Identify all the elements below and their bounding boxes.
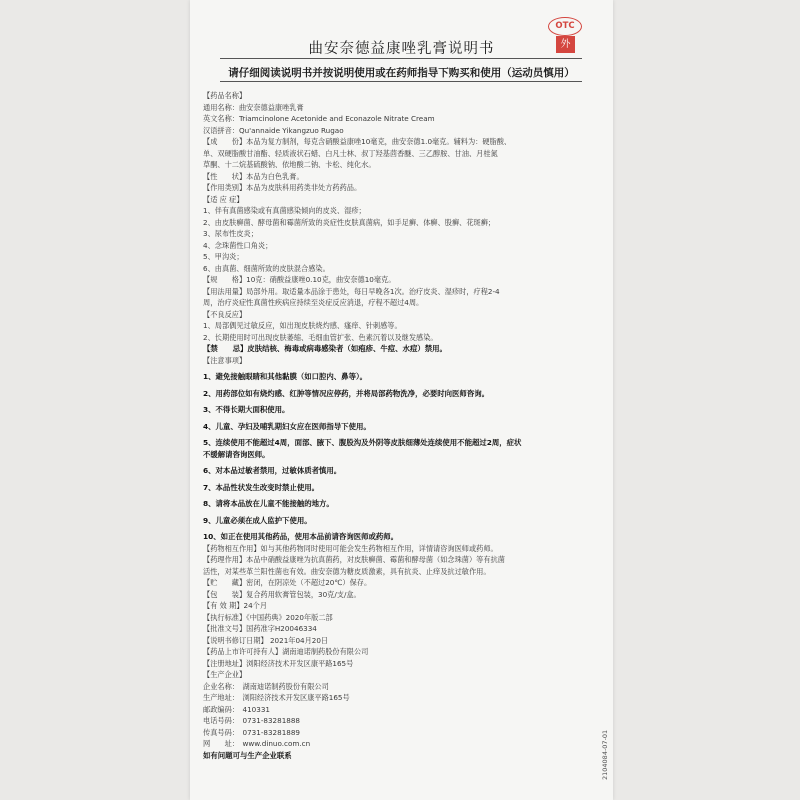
text-line: 【用法用量】局部外用。取适量本品涂于患处，每日早晚各1次。治疗皮炎、湿疹时，疗程2-4 [203, 286, 500, 296]
text-line: 通用名称：曲安奈德益康唑乳膏 [203, 102, 304, 112]
text-line: 6、对本品过敏者禁用，过敏体质者慎用。 [203, 466, 342, 475]
text-line: 电话号码： 0731-83281888 [203, 716, 300, 725]
text-line: 汉语拼音：Qu'annaide Yikangzuo Rugao [203, 125, 344, 135]
text-line: 草酮、十二烷基硫酸钠、依地酸二钠、卡松、纯化水。 [203, 160, 376, 169]
text-line: 单、双硬脂酸甘油酯、轻质液状石蜡、白凡士林、叔丁羟基茴香醚、三乙醇胺、甘油、月桂氮 [203, 148, 498, 158]
text-line: 1、伴有真菌感染或有真菌感染倾向的皮炎、湿疹； [203, 206, 366, 215]
text-line: 【作用类别】本品为皮肤科用药类非处方药药品。 [203, 183, 362, 192]
text-line: 活性，对某些革兰阳性菌也有效。曲安奈德为糖皮质激素，具有抗炎、止痒及抗过敏作用。 [203, 566, 491, 576]
text-line: 【禁 忌】皮肤结核、梅毒或病毒感染者（如疱疹、牛痘、水痘）禁用。 [203, 344, 447, 353]
text-line: 4、儿童、孕妇及哺乳期妇女应在医师指导下使用。 [203, 421, 371, 431]
text-line: 【药物相互作用】如与其他药物同时使用可能会发生药物相互作用，详情请咨询医师或药师。 [203, 543, 498, 553]
text-line: 【说明书修订日期】 2021年04月20日 [203, 635, 329, 645]
text-line: 1、避免接触眼睛和其他黏膜（如口腔内、鼻等）。 [203, 372, 368, 381]
text-line: 【有 效 期】24个月 [203, 601, 268, 610]
text-line: 4、念珠菌性口角炎； [203, 240, 273, 250]
otc-badge: OTC [548, 17, 582, 36]
text-line: 【注册地址】浏阳经济技术开发区康平路165号 [203, 658, 354, 668]
text-line: 【规 格】10克：硝酸益康唑0.10克，曲安奈德10毫克。 [203, 275, 396, 284]
text-line: 【批准文号】国药准字H20046334 [203, 624, 317, 633]
text-line: 生产地址： 浏阳经济技术开发区康平路165号 [203, 693, 350, 702]
text-line: 10、如正在使用其他药品，使用本品前请咨询医师或药师。 [203, 532, 399, 541]
text-line: 【成 份】本品为复方制剂，每克含硝酸益康唑10毫克，曲安奈德1.0毫克。辅料为：硬脂酸、 [203, 137, 512, 146]
text-line: 【性 状】本品为白色乳膏。 [203, 171, 304, 181]
text-line: 2、长期使用时可出现皮肤萎缩、毛细血管扩张、色素沉着以及继发感染。 [203, 332, 438, 342]
text-line: 5、甲沟炎； [203, 252, 244, 261]
text-line: 英文名称：Triamcinolone Acetonide and Econazole Nitrate Cream [203, 114, 435, 123]
print-code: 2104084-07-01 [601, 729, 609, 780]
text-line: 不缓解请咨询医师。 [203, 449, 270, 459]
text-line: 1、局部偶见过敏反应，如出现皮肤烧灼感、瘙痒、针刺感等。 [203, 321, 402, 330]
text-line: 【生产企业】 [203, 670, 247, 679]
text-line: 3、不得长期大面积使用。 [203, 405, 290, 414]
text-line: 【药品名称】 [203, 91, 247, 100]
text-line: 6、由真菌、细菌所致的皮肤混合感染。 [203, 263, 330, 273]
text-line: 【不良反应】 [203, 309, 247, 319]
text-line: 企业名称： 湖南迪诺制药股份有限公司 [203, 681, 329, 691]
text-line: 【注意事项】 [203, 355, 247, 365]
text-line: 【药理作用】本品中硝酸益康唑为抗真菌药，对皮肤癣菌、霉菌和酵母菌（如念珠菌）等有抗菌 [203, 555, 505, 564]
text-line: 邮政编码： 410331 [203, 704, 270, 714]
document-title: 曲安奈德益康唑乳膏说明书 [308, 41, 495, 57]
text-line: 【适 应 症】 [203, 194, 244, 204]
subtitle-divider [220, 81, 582, 82]
text-line: 【贮 藏】密闭，在阴凉处（不超过20℃）保存。 [203, 578, 372, 587]
text-line: 周，治疗炎症性真菌性疾病应持续至炎症反应消退，疗程不超过4周。 [203, 298, 424, 307]
text-line: 3、尿布性皮炎； [203, 229, 258, 238]
text-line: 【药品上市许可持有人】湖南迪诺制药股份有限公司 [203, 647, 369, 656]
text-line: 网 址： www.dinuo.com.cn [203, 739, 311, 748]
text-line: 2、由皮肤癣菌、酵母菌和霉菌所致的炎症性皮肤真菌病，如手足癣、体癣、股癣、花斑癣； [203, 217, 496, 227]
leaflet-body [203, 90, 598, 761]
text-line: 如有问题可与生产企业联系 [203, 750, 292, 760]
text-line: 传真号码： 0731-83281889 [203, 727, 300, 737]
text-line: 【包 装】复合药用软膏管包装，30克/支/盒。 [203, 589, 361, 599]
text-line: 2、用药部位如有烧灼感、红肿等情况应停药，并将局部药物洗净，必要时向医师咨询。 [203, 388, 489, 398]
title-divider [220, 58, 582, 59]
external-use-badge: 外 [556, 36, 575, 53]
text-line: 9、儿童必须在成人监护下使用。 [203, 515, 312, 525]
text-line: 7、本品性状发生改变时禁止使用。 [203, 482, 320, 492]
text-line: 【执行标准】《中国药典》2020年版二部 [203, 612, 333, 622]
text-line: 8、请将本品放在儿童不能接触的地方。 [203, 499, 334, 508]
text-line: 5、连续使用不能超过4周，面部、腋下、腹股沟及外阴等皮肤细薄处连续使用不能超过2周，症状 [203, 438, 522, 447]
document-subtitle: 请仔细阅读说明书并按说明使用或在药师指导下购买和使用（运动员慎用） [228, 67, 575, 79]
